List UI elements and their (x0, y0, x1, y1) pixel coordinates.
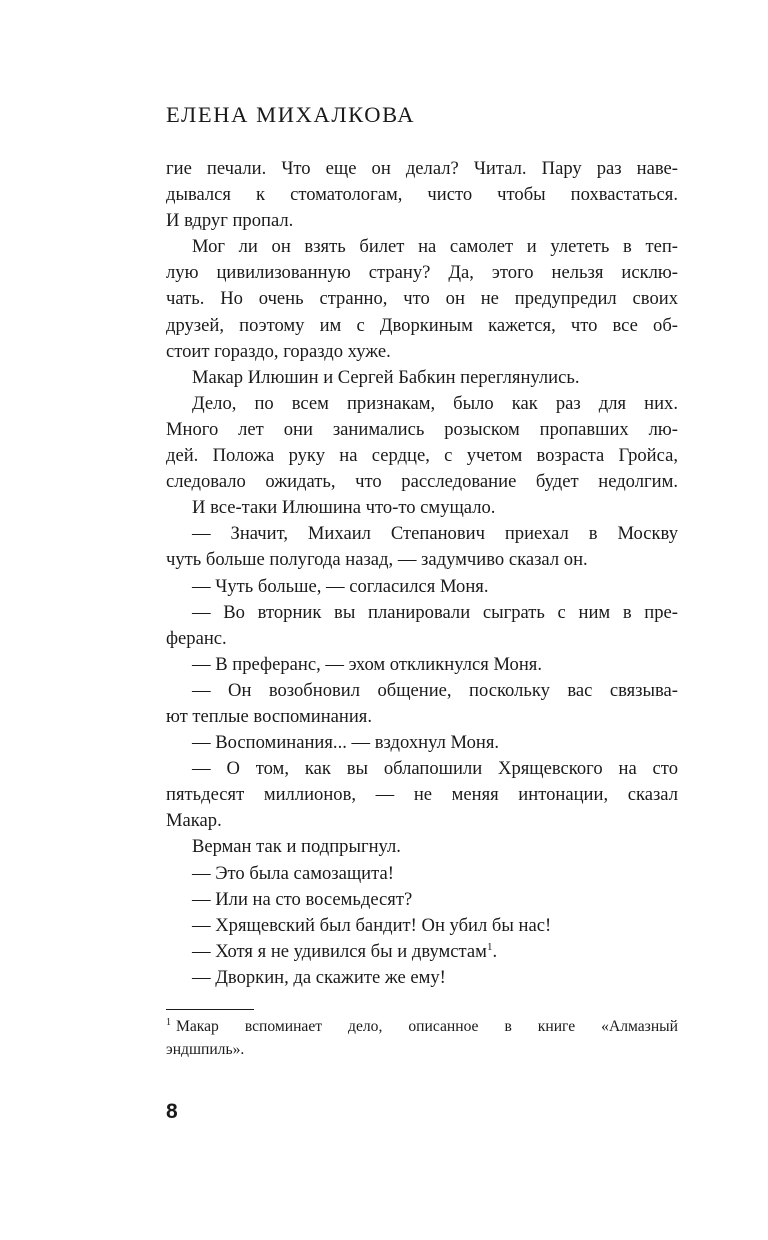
text-line: Мог ли он взять билет на самолет и улететь в теп- (192, 236, 678, 258)
footnote-reference[interactable]: 1 (486, 940, 493, 953)
text-line-with-footnote-ref (166, 939, 678, 965)
footnote-line (166, 1015, 678, 1038)
text-line: — В преферанс, — эхом откликнулся Моня. (192, 653, 542, 675)
footnote-number: 1 (166, 1017, 171, 1028)
text-line: следовало ожидать, что расследование будет недолгим. (166, 471, 678, 493)
running-header-author: ЕЛЕНА МИХАЛКОВА (166, 102, 416, 127)
body-text (166, 156, 678, 991)
text-line: Верман так и подпрыгнул. (192, 836, 401, 858)
text-line: И вдруг пропал. (166, 210, 294, 232)
footnote-text-2: эндшпиль». (166, 1041, 245, 1058)
text-line: дывался к стоматологам, чисто чтобы похвастаться. (166, 184, 678, 206)
text-line: дей. Положа руку на сердце, с учетом возраста Гройса, (166, 445, 678, 467)
text-line: — Или на сто восемьдесят? (192, 888, 413, 910)
text-line: ют теплые воспоминания. (166, 705, 373, 727)
text-line: лую цивилизованную страну? Да, этого нельзя исклю- (166, 262, 678, 284)
text-line: — Дворкин, да скажите же ему! (192, 966, 446, 988)
text-line: чуть больше полугода назад, — задумчиво сказал он. (166, 549, 588, 571)
text-line: — Хрящевский был бандит! Он убил бы нас! (192, 914, 552, 936)
text-line: — О том, как вы облапошили Хрящевского на сто (192, 758, 678, 780)
text-line: — Он возобновил общение, поскольку вас связыва- (192, 679, 678, 701)
text-line: — Это была самозащита! (192, 862, 394, 884)
text-line: гие печали. Что еще он делал? Читал. Пару раз наве- (166, 158, 678, 179)
text-line: Дело, по всем признакам, было как раз для них. (192, 392, 678, 414)
text-line: феранс. (166, 627, 227, 649)
text-line-end: . (492, 940, 498, 962)
text-line: пятьдесят миллионов, — не меняя интонации, сказал (166, 784, 678, 806)
text-line-content: — Хотя я не удивился бы и двумстам (192, 940, 487, 962)
footnote (166, 1015, 678, 1061)
text-line: — Чуть больше, — согласился Моня. (192, 575, 489, 597)
text-line: — Значит, Михаил Степанович приехал в Москву (192, 523, 678, 545)
text-line: И все-таки Илюшина что-то смущало. (192, 497, 496, 519)
footnote-text-1: Макар вспоминает дело, описанное в книге «Алмазный (176, 1018, 678, 1035)
page-number: 8 (166, 1100, 178, 1123)
footnote-divider (166, 1009, 254, 1010)
text-line: стоит гораздо, гораздо хуже. (166, 340, 391, 362)
text-line: Макар Илюшин и Сергей Бабкин переглянулись. (192, 366, 580, 388)
text-line: — Во вторник вы планировали сыграть с ним в пре- (192, 601, 678, 623)
text-line: — Воспоминания... — вздохнул Моня. (192, 732, 500, 754)
text-line: друзей, поэтому им с Дворкиным кажется, что все об- (166, 314, 678, 336)
text-line: Макар. (166, 810, 222, 832)
text-line: чать. Но очень странно, что он не предупредил своих (166, 288, 678, 310)
text-line: Много лет они занимались розыском пропавших лю- (166, 418, 678, 440)
